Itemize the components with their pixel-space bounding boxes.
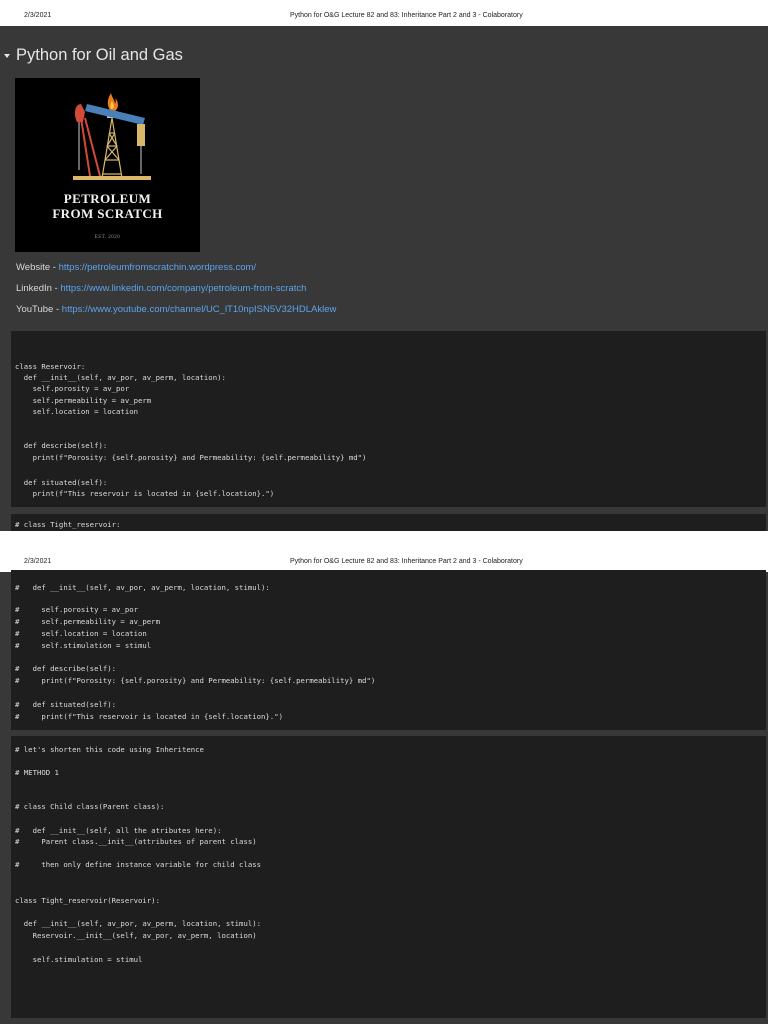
code-line: # self.stimulation = stimul [15,641,152,650]
code-line: self.permeability = av_perm [15,396,152,405]
code-line: def __init__(self, av_por, av_perm, location): [15,373,226,382]
code-line: Reservoir.__init__(self, av_por, av_perm, location) [15,931,257,940]
code-line: print(f"This reservoir is located in {self.location}.") [15,489,275,498]
logo-line-2: FROM SCRATCH [52,206,163,221]
oil-pump-jack-icon [15,78,200,198]
code-line: self.location = location [15,407,139,416]
code-line: def situated(self): [15,478,108,487]
code-cell-reservoir[interactable] [11,331,766,507]
youtube-label: YouTube - [16,304,62,315]
code-line: # let's shorten this code using Inheritence [15,745,204,754]
code-line: class Tight_reservoir(Reservoir): [15,896,160,905]
notebook-page-2 [0,572,768,1024]
print-header-page-2 [0,546,768,572]
code-line: # self.permeability = av_perm [15,617,160,626]
code-line: # self.location = location [15,629,147,638]
youtube-link[interactable]: https://www.youtube.com/channel/UC_lT10npISN5V32HDLAklew [61,304,337,315]
website-label: Website - [16,262,59,273]
website-link-line [16,262,256,273]
code-line: # class Tight_reservoir: [15,520,121,529]
logo-line-1: PETROLEUM [63,191,152,206]
notebook-page-1 [0,26,768,531]
page-gap [0,531,768,546]
code-line: # print(f"This reservoir is located in {self.location}.") [15,712,283,721]
print-title: Python for O&G Lecture 82 and 83: Inheritance Part 2 and 3 - Colaboratory [290,558,523,565]
code-line: # def situated(self): [15,700,117,709]
code-line: # def describe(self): [15,664,117,673]
website-link[interactable]: https://petroleumfromscratchin.wordpress.com/ [58,262,257,273]
petroleum-from-scratch-logo [15,78,200,252]
linkedin-label: LinkedIn - [16,283,61,294]
code-line: self.porosity = av_por [15,384,130,393]
code-line: # Parent class.__init__(attributes of parent class) [15,837,257,846]
code-line: def describe(self): [15,441,108,450]
code-cell-inheritance[interactable] [11,736,766,1018]
code-line: # METHOD 1 [15,768,59,777]
linkedin-link[interactable]: https://www.linkedin.com/company/petroleum-from-scratch [60,283,307,294]
code-line: # def __init__(self, av_por, av_perm, location, stimul): [15,583,270,592]
code-line: self.stimulation = stimul [15,955,143,964]
code-line: print(f"Porosity: {self.porosity} and Permeability: {self.permeability} md") [15,453,367,462]
print-date: 2/3/2021 [24,558,52,565]
section-heading[interactable] [4,46,183,65]
code-line: # class Child class(Parent class): [15,802,165,811]
code-line: # def __init__(self, all the atributes here): [15,826,222,835]
code-line: # self.porosity = av_por [15,605,139,614]
print-header-page-1 [0,0,768,26]
caret-down-icon[interactable] [4,54,10,58]
youtube-link-line [16,304,336,315]
code-cell-tight-reservoir-commented-cont[interactable] [11,570,766,730]
code-line: # then only define instance variable for child class [15,860,262,869]
print-date: 2/3/2021 [24,12,52,19]
linkedin-link-line [16,283,306,294]
code-cell-tight-reservoir-commented[interactable] [11,514,766,531]
print-title: Python for O&G Lecture 82 and 83: Inheritance Part 2 and 3 - Colaboratory [290,12,523,19]
code-line: # print(f"Porosity: {self.porosity} and Permeability: {self.permeability} md") [15,676,376,685]
section-title: Python for Oil and Gas [16,46,183,64]
code-line: class Reservoir: [15,362,86,371]
logo-est: EST. 2020 [94,235,121,240]
code-line: def __init__(self, av_por, av_perm, location, stimul): [15,919,262,928]
